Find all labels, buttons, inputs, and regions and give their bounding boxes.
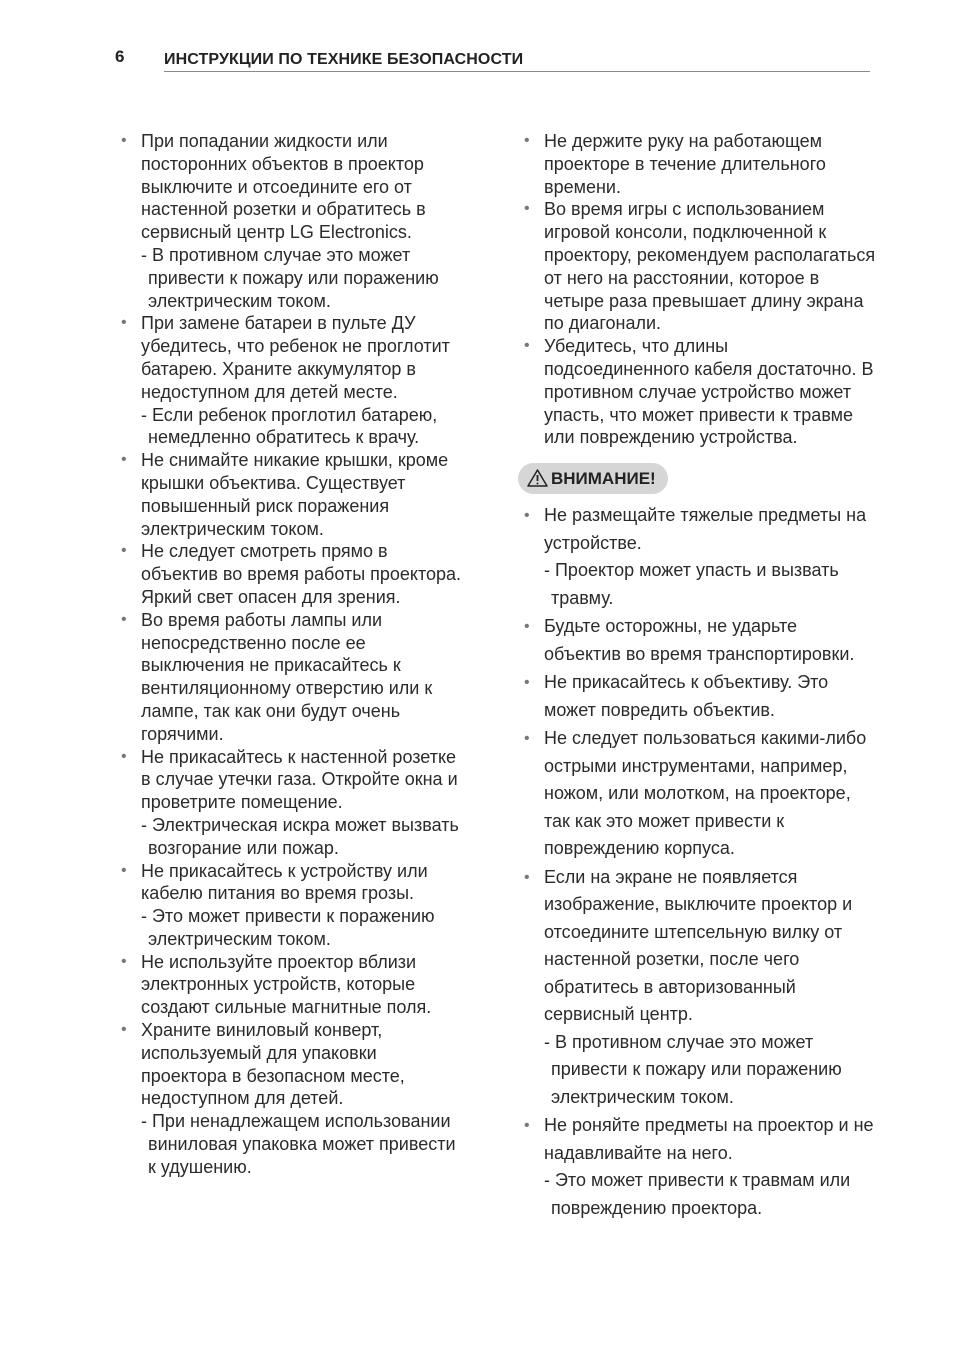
- item-text: Во время работы лампы или непосредственно после ее выключения не прикасайтесь к вентиляционному отверстию или к лампе, так как они будут очень горячими.: [141, 609, 433, 744]
- item-text: Не держите руку на работающем проекторе в течение длительного времени.: [544, 131, 826, 197]
- item-subnote: - При ненадлежащем использовании виниловая упаковка может привести к удушению.: [141, 1111, 456, 1177]
- item-subnote: - Это может привести к поражению электрическим током.: [141, 906, 435, 949]
- list-item: [121, 860, 466, 951]
- item-text: Если на экране не появляется изображение, выключите проектор и отсоедините штепсельную вилку от настенной розетки, после чего обратитесь в авторизованный сервисный центр.: [544, 866, 853, 1025]
- right-column: [524, 130, 876, 1223]
- list-item: [524, 613, 876, 668]
- list-item: [524, 864, 876, 1112]
- bullet-icon: •: [121, 132, 127, 149]
- list-item: [121, 130, 466, 312]
- item-subnote: - Это может привести к травмам или повреждению проектора.: [544, 1170, 851, 1218]
- list-item: [524, 198, 876, 335]
- item-subnote: - В противном случае это может привести к пожару или поражению электрическим током.: [544, 1031, 842, 1107]
- list-item: [121, 449, 466, 540]
- bullet-icon: •: [121, 747, 127, 765]
- list-item: [121, 951, 466, 1019]
- caution-list: [524, 502, 876, 1222]
- bullet-icon: •: [121, 952, 127, 970]
- item-text: При замене батареи в пульте ДУ убедитесь, что ребенок не проглотит батарею. Храните аккумулятор в недоступном для детей месте.: [141, 313, 450, 402]
- list-item: [524, 130, 876, 198]
- item-text: Не следует пользоваться какими-либо острыми инструментами, например, ножом, или молотком, на проекторе, так как это может привести к повреждению корпуса.: [544, 728, 867, 859]
- item-text: Не прикасайтесь к объективу. Это может повредить объектив.: [544, 672, 829, 720]
- list-item: [121, 746, 466, 860]
- item-subnote: - Электрическая искра может вызвать возгорание или пожар.: [141, 814, 459, 858]
- bullet-icon: •: [524, 1117, 530, 1135]
- list-item: [524, 502, 876, 612]
- bullet-icon: •: [121, 861, 127, 879]
- item-text: Не прикасайтесь к устройству или кабелю питания во время грозы.: [141, 860, 428, 904]
- bullet-icon: •: [121, 610, 127, 628]
- caution-badge: [518, 463, 668, 494]
- item-text: Храните виниловый конверт, используемый для упаковки проектора в безопасном месте, недоступном для детей.: [141, 1020, 405, 1109]
- list-item: [121, 609, 466, 746]
- bullet-icon: •: [524, 674, 530, 692]
- item-text: Будьте осторожны, не ударьте объектив во время транспортировки.: [544, 616, 855, 664]
- bullet-icon: •: [121, 314, 127, 332]
- item-text: Не прикасайтесь к настенной розетке в случае утечки газа. Откройте окна и проветрите помещение.: [141, 746, 458, 813]
- bullet-icon: •: [524, 618, 530, 636]
- bullet-icon: •: [524, 730, 530, 748]
- bullet-icon: •: [524, 200, 530, 218]
- item-subnote: - В противном случае это может привести к пожару или поражению электрическим током.: [141, 244, 439, 311]
- page-number: 6: [115, 47, 125, 66]
- item-text: Убедитесь, что длины подсоединенного кабеля достаточно. В противном случае устройство может упасть, что может привести к травме или повреждению устройства.: [544, 336, 874, 448]
- bullet-icon: •: [524, 868, 530, 886]
- item-text: При попадании жидкости или посторонних объектов в проектор выключите и отсоедините его от настенной розетки и обратитесь в сервисный центр LG Electronics.: [141, 131, 426, 243]
- list-item: [524, 1112, 876, 1222]
- list-item: [121, 312, 466, 449]
- list-item: [121, 1019, 466, 1179]
- bullet-icon: •: [524, 132, 530, 149]
- list-item: [121, 540, 466, 608]
- list-item: [524, 335, 876, 449]
- safety-list-left: [121, 130, 466, 1179]
- warning-triangle-icon: [527, 469, 548, 487]
- item-text: Не следует смотреть прямо в объектив во время работы проектора. Яркий свет опасен для зрения.: [141, 541, 462, 607]
- bullet-icon: •: [524, 337, 530, 355]
- page-header-title: ИНСТРУКЦИИ ПО ТЕХНИКЕ БЕЗОПАСНОСТИ: [164, 51, 524, 68]
- list-item: [524, 669, 876, 724]
- bullet-icon: •: [121, 542, 127, 560]
- left-column: [121, 130, 466, 1179]
- item-subnote: - Если ребенок проглотил батарею, немедленно обратитесь к врачу.: [141, 404, 438, 448]
- bullet-icon: •: [524, 507, 530, 525]
- bullet-icon: •: [121, 1021, 127, 1039]
- caution-label: ВНИМАНИЕ!: [551, 469, 656, 489]
- item-subnote: - Проектор может упасть и вызвать травму.: [544, 560, 839, 608]
- item-text: Не используйте проектор вблизи электронных устройств, которые создают сильные магнитные поля.: [141, 951, 432, 1018]
- item-text: Не снимайте никакие крышки, кроме крышки объектива. Существует повышенный риск поражения электрическим током.: [141, 450, 449, 539]
- safety-list-right: [524, 130, 876, 449]
- item-text: Во время игры с использованием игровой консоли, подключенной к проектору, рекомендуем располагаться от него на расстоянии, которое в четыре раза превышает длину экрана по диагонали.: [544, 199, 876, 334]
- list-item: [524, 725, 876, 863]
- item-text: Не размещайте тяжелые предметы на устройстве.: [544, 505, 867, 553]
- bullet-icon: •: [121, 451, 127, 469]
- header-divider: [164, 71, 870, 72]
- item-text: Не роняйте предметы на проектор и не надавливайте на него.: [544, 1115, 874, 1163]
